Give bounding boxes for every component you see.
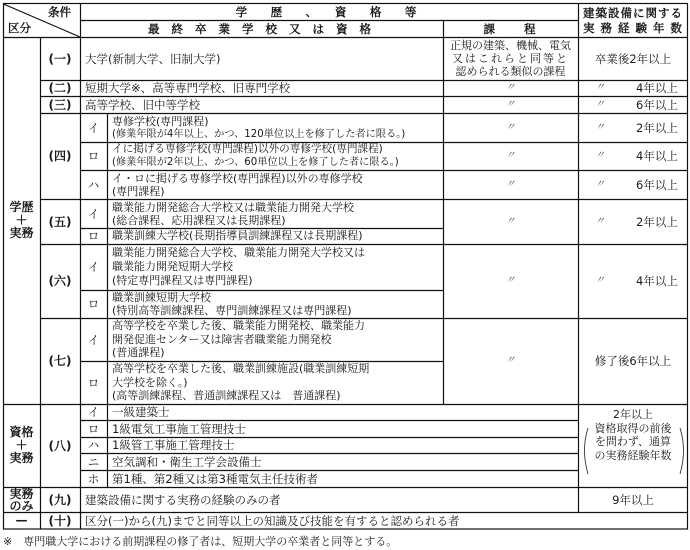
ditto-mark: 〃	[595, 178, 605, 190]
qualification-name: 空気調和・衛生工学会設備士	[112, 454, 262, 469]
school-line: (高等訓練課程、普通訓練課程又は 普通課程)	[112, 389, 341, 403]
sub-label: イ	[87, 405, 100, 419]
header-school-column: 最 終 卒 業 学 校 又 は 資 格	[147, 22, 376, 36]
sub-label: ロ	[87, 421, 100, 436]
experience-value: 6年以上	[636, 97, 678, 112]
school-name	[107, 318, 443, 361]
experience-value: 2年以上	[613, 408, 653, 421]
category-text: 学歴	[9, 200, 34, 214]
header-group-title: 学 歴 、 資 格 等	[235, 5, 423, 19]
school-line: (普通課程)	[112, 346, 165, 360]
header-experience-column	[578, 4, 688, 37]
ditto-mark: 〃	[595, 121, 605, 133]
sub-label: イ	[87, 120, 100, 135]
experience-value: 2年以上	[636, 120, 678, 135]
footnote: ※ 専門職大学における前期課程の修了者は、短期大学の卒業者と同等とする。	[3, 535, 398, 548]
school-line: 職業能力開発総合大学校、職業能力開発大学校又は	[112, 246, 365, 259]
row-number: (八)	[48, 438, 72, 453]
category-text: 実務	[9, 451, 34, 465]
course-ditto: 〃	[505, 82, 516, 93]
school-line: 高等学校を卒業した後、職業能力開発校、職業能力	[112, 319, 365, 333]
school-line: イに掲げる専修学校(専門課程)以外の専修学校(専門課程)	[112, 143, 383, 155]
qualification-name: 一級建築士	[112, 405, 170, 419]
sub-label: イ	[87, 206, 100, 221]
course-line: 又はこれらと同等と	[452, 52, 569, 65]
sub-label: イ	[87, 332, 100, 347]
row-number: (十)	[48, 513, 72, 528]
experience-years	[578, 80, 688, 96]
sub-label: ホ	[87, 471, 100, 486]
experience-years	[578, 170, 688, 199]
category-text: 資格	[9, 425, 34, 439]
school-line: 職業能力開発総合大学校又は職業能力開発大学校	[112, 200, 354, 214]
equivalent-description: 区分(一)から(九)までと同等以上の知識及び技能を有すると認められる者	[85, 513, 460, 528]
experience-value: 4年以上	[636, 149, 678, 163]
school-name: 短期大学※、高等専門学校、旧専門学校	[85, 81, 291, 95]
course-ditto: 〃	[505, 178, 516, 190]
experience-years	[578, 113, 688, 142]
row-number: (二)	[48, 81, 72, 95]
sub-label: ニ	[87, 454, 100, 469]
school-line: 職業能力開発短期大学校	[112, 260, 233, 273]
course-ditto: 〃	[505, 275, 516, 286]
school-line: 大学校を除く。)	[112, 375, 188, 389]
experience-value: 4年以上	[636, 274, 678, 288]
category-text: のみ	[9, 498, 34, 513]
course-line: 正規の建築、機械、電気	[450, 39, 571, 52]
school-line: (専門課程)	[112, 184, 165, 198]
course-ditto: 〃	[505, 215, 516, 227]
ditto-mark: 〃	[595, 215, 605, 227]
school-name	[107, 290, 443, 318]
work-only-description: 建築設備に関する実務の経験のみの者	[85, 492, 281, 507]
category-text: 実務	[9, 226, 34, 240]
experience-years	[578, 199, 688, 244]
row-number: (三)	[48, 97, 72, 112]
experience-value: 6年以上	[636, 177, 678, 192]
experience-years: 9年以上	[612, 492, 654, 507]
sub-label: イ	[87, 260, 100, 274]
experience-note-line: を問わず、通算	[594, 435, 672, 448]
course-description	[443, 37, 578, 80]
course-ditto: 〃	[505, 150, 516, 161]
category-qualification-work	[3, 404, 40, 487]
ditto-mark: 〃	[595, 275, 605, 286]
sub-label: ロ	[87, 375, 100, 390]
sub-label: ロ	[87, 297, 100, 311]
school-name	[107, 244, 443, 290]
category-work-only	[3, 487, 40, 512]
header-category-label: 区分	[8, 21, 31, 35]
qualification-name: 1級管工事施工管理技士	[112, 438, 235, 452]
school-name	[107, 113, 443, 142]
row-number: (七)	[48, 354, 72, 368]
school-line: 専修学校(専門課程)	[112, 114, 209, 128]
course-line: 認められる類似の課程	[455, 65, 566, 78]
ditto-mark: 〃	[595, 98, 605, 110]
category-education-work	[3, 37, 40, 404]
experience-years: 修了後6年以上	[594, 354, 672, 368]
school-line: 高等学校を卒業した後、職業訓練施設(職業訓練短期	[112, 362, 370, 376]
school-line: (総合課程、応用課程又は長期課程)	[112, 213, 286, 227]
row-number: (六)	[48, 274, 72, 288]
school-name	[107, 142, 443, 170]
row-number: (四)	[48, 149, 72, 163]
school-name	[107, 199, 443, 228]
qualification-name: 第1種、第2種又は第3種電気主任技術者	[112, 471, 318, 486]
school-line: イ・ロに掲げる専修学校(専門課程)以外の専修学校	[112, 171, 363, 185]
experience-years	[578, 244, 688, 318]
category-text: ＋	[15, 213, 28, 227]
school-line: (特別高等訓練課程、専門訓練課程又は専門課程)	[112, 304, 352, 317]
experience-value: 2年以上	[636, 214, 678, 229]
experience-years: 卒業後2年以上	[594, 51, 672, 66]
experience-note-line: 資格取得の前後	[594, 421, 672, 435]
ditto-mark: 〃	[595, 150, 605, 161]
course-ditto: 〃	[505, 355, 516, 366]
experience-years	[578, 96, 688, 113]
school-name: 職業訓練大学校(長期指導員訓練課程又は長期課程)	[112, 229, 363, 242]
ditto-mark: 〃	[595, 82, 605, 93]
school-name	[107, 170, 443, 199]
school-line: 職業訓練短期大学校	[112, 291, 211, 304]
experience-years-note	[578, 405, 688, 487]
category-text: 実務	[9, 486, 34, 501]
school-line: (特定専門課程又は専門課程)	[112, 274, 253, 287]
row-number: (九)	[48, 492, 72, 507]
school-name	[107, 361, 443, 404]
school-name: 大学(新制大学、旧制大学)	[85, 51, 221, 66]
experience-years	[578, 142, 688, 170]
sub-label: ハ	[87, 438, 100, 452]
course-ditto: 〃	[505, 98, 516, 110]
school-line: (修業年限が4年以上、かつ、120単位以上を修了した者に限る。)	[112, 128, 406, 140]
row-number: (五)	[48, 214, 72, 229]
header-experience-line2: 実 務 経 験 年 数	[582, 20, 684, 35]
header-course-column: 課 程	[483, 22, 538, 36]
header-experience-line1: 建築設備に関する	[583, 5, 683, 20]
school-line: (修業年限が2年以上、かつ、60単位以上を修了した者に限る。)	[112, 157, 399, 168]
category-text: ＋	[15, 438, 28, 452]
category-other: —	[15, 513, 28, 527]
sub-label: ロ	[87, 229, 100, 243]
sub-label: ハ	[87, 177, 100, 192]
qualification-name: 1級電気工事施工管理技士	[112, 421, 246, 436]
school-line: 開発促進センター又は障害者職業能力開発校	[112, 332, 332, 346]
header-condition-label: 条件	[48, 5, 71, 19]
experience-value: 4年以上	[636, 81, 678, 95]
row-number: (一)	[48, 51, 72, 66]
course-ditto: 〃	[505, 121, 516, 133]
experience-note-line: の実務経験年数	[594, 448, 672, 462]
sub-label: ロ	[87, 149, 100, 163]
school-name: 高等学校、旧中等学校	[85, 97, 200, 112]
